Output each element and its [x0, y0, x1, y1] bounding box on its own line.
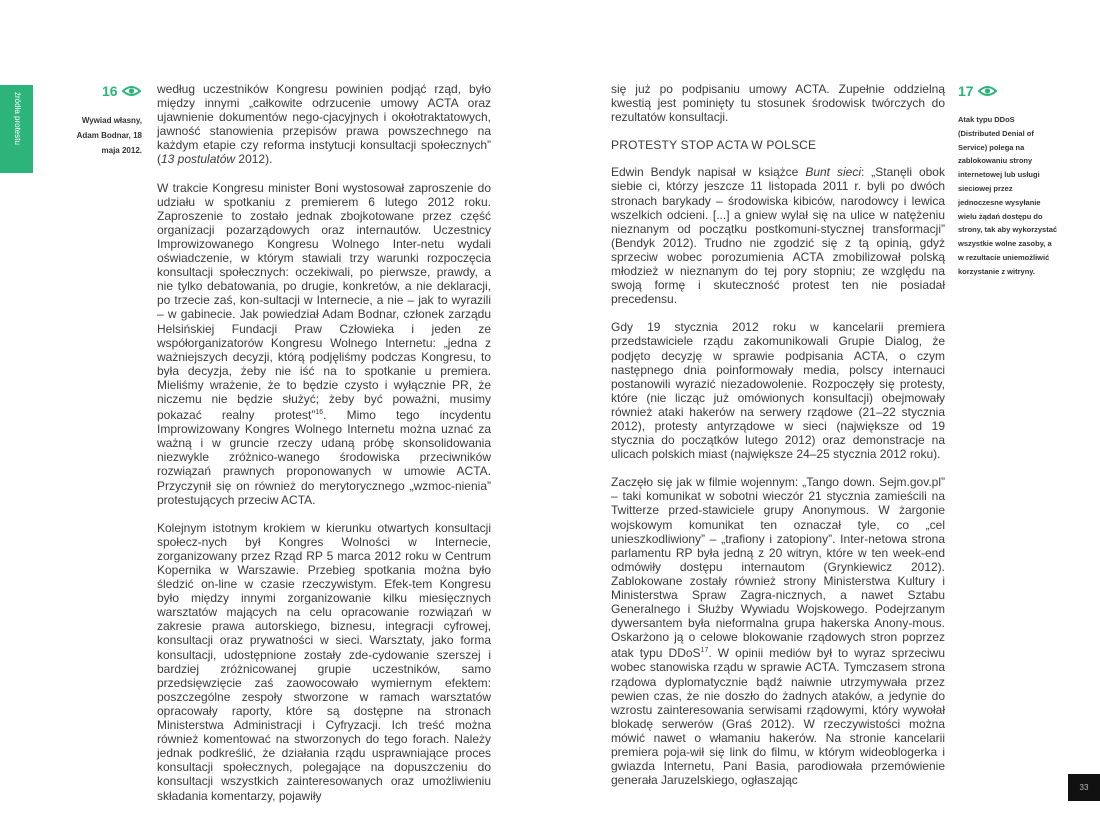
- footnote-17-text: Atak typu DDoS (Distributed Denial of Service) polega na zablokowaniu strony internetowej lub usługi sieciowej przez jednoczesne wysyłanie wielu żądań dostępu do strony, tak aby wykorzystać wszystkie wolne zasoby, a w rezultacie uniemożliwić korzystanie z witryny.: [958, 115, 1058, 276]
- paragraph: Kolejnym istotnym krokiem w kierunku otwartych konsultacji społecz-nych był Kongres Wolności w Internecie, zorganizowany przez Rząd RP 5 marca 2012 roku w Centrum Kopernika w Warszawie. Przebieg spotkania można było śledzić on-line w czasie rzeczywistym. Efek-tem Kongresu było między innymi zorganizowanie kilku miesięcznych warsztatów mających na celu opracowanie rozwiązań w zakresie prawa autorskiego, biznesu, integracji cyfrowej, konsultacji oraz prywatności w sieci. Warsztaty, jako forma konsultacji, udostępnione zostały zde-cydowanie szerszej i bardziej zróżnicowanej grupie uczestników, samo przedsięwzięcie zaś zaowocowało wymiernym efektem: poszczególne zespoły stworzone w ramach warsztatów opracowały raporty, które są dostępne na stronach Ministerstwa Administracji i Cyfryzacji. Ich treść można również komentować na stworzonych do tego forach. Należy jednak podkreślić, że działania rządu usprawniające proces konsultacji społecznych, polegające na dopuszczeniu do konsultacji wszystkich zainteresowanych oraz umożliwieniu składania komentarzy, pojawiły: [157, 520, 491, 803]
- text-run: Edwin Bendyk napisał w książce: [611, 165, 806, 180]
- paragraph: [611, 165, 945, 306]
- page-number: 33: [1068, 774, 1100, 801]
- text-run: według uczestników Kongresu powinien podjąć rząd, było między innymi „całkowite odrzucenie umowy ACTA oraz ujawnienie dokumentów nego-cjacyjnych i okołotraktatowych, jawność stanowienia przepisów prawa powszechnego na każdym etapie czy reforma instytucji konsultacji społecznych” (: [157, 82, 491, 167]
- paragraph: [611, 475, 945, 787]
- paragraph: się już po podpisaniu umowy ACTA. Zupełnie oddzielną kwestią jest pominięty tu stosunek środowisk twórczych do rezultatów konsultacji.: [611, 82, 945, 125]
- text-column-right: [611, 82, 945, 801]
- text-run: : „Stanęli obok siebie ci, którzy jeszcze 11 listopada 2011 r. byli po dwóch stronach barykady – środowiska kibiców, narodowcy i lewica wszelkich odcieni. [...] a gniew wylał się na ulice w natężeniu nieznanym od początku postkomuni-stycznej transformacji” (Bendyk 2012). Trudno nie zgodzić się z tą opinią, gdyż sprzeciw wobec porozumienia ACTA zmobilizował polską młodzież w nieznanym do tej pory stopniu; ze względu na swoją formę i skuteczność protest ten nie posiadał precedensu.: [611, 165, 945, 307]
- text-run: . W opinii mediów był to wyraz sprzeciwu wobec stanowiska rządu w sprawie ACTA. Tymczasem strona rządowa dyplomatycznie bądź naiwnie utrzymywała przez pewien czas, że nie doszło do żadnych ataków, a jedynie do wzrostu zainteresowania serwisami rządowymi, który wywołał blokadę serwerów (Graś 2012). W rzeczywistości można mówić nawet o włamaniu hakerów. Na stronie kancelarii premiera poja-wił się link do filmu, w którym wideoblogerka i gwiazda Internetu, Pani Basia, parodiowała przemówienie generała Jaruzelskiego, ogłaszając: [611, 646, 945, 788]
- paragraph: [157, 181, 491, 507]
- citation-title: 13 postulatów: [161, 152, 236, 167]
- text-run: Zaczęło się jak w filmie wojennym: „Tango down. Sejm.gov.pl” – taki komunikat w sobotni wieczór 21 stycznia zamieścili na Twitterze przed-stawiciele grupy Anonymous. W żargonie wojskowym komunikat ten oznaczał tyle, co „cel unieszkodliwiony” – „trafiony i zatopiony”. Inter-netowa strona parlamentu RP była jedną z 20 witryn, które w ten week-end odmówiły dostępu internautom (Grynkiewicz 2012). Zablokowane zostały również strony Ministerstwa Kultury i Ministerstwa Spraw Zagra-nicznych, a nawet Sztabu Generalnego i Służby Wywiadu Wojskowego. Podejrzanym dywersantem była nieformalna grupa hakerska Anony-mous. Oskarżono ją o celowe blokowanie rządowych stron poprzez atak typu DDoS: [611, 475, 945, 661]
- text-run: 2012).: [235, 152, 273, 167]
- footnote-ref: 17: [700, 647, 709, 655]
- footnote-ref: 16: [315, 409, 324, 417]
- side-tab-label: źródła protestu: [13, 92, 22, 145]
- eye-icon: [122, 85, 141, 97]
- footnote-marker-16: [102, 83, 141, 99]
- footnote-16-text: Wywiad własny, Adam Bodnar, 18 maja 2012.: [76, 116, 142, 155]
- book-title: Bunt sieci: [805, 165, 861, 180]
- footnote-marker-17: [958, 83, 997, 99]
- eye-icon: [978, 85, 997, 97]
- section-heading: PROTESTY STOP ACTA W POLSCE: [611, 138, 817, 153]
- paragraph: [157, 82, 491, 167]
- paragraph: Gdy 19 stycznia 2012 roku w kancelarii premiera przedstawiciele rządu zakomunikowali Grupie Dialog, że podjęto decyzję w sprawie podpisania ACTA, o czym następnego dnia poinformowały media, polscy internauci postanowili wyrazić niezadowolenie. Rozpoczęły się protesty, które (nie licząc już omówionych konsultacji) obejmowały również ataki hakerów na serwery rządowe (21–22 stycznia 2012), protesty antyrządowe w sieci (największe od 19 stycznia do początków lutego 2012) oraz demonstracje na ulicach polskich miast (największe 24–25 stycznia 2012 roku).: [611, 320, 945, 462]
- text-column-left: [157, 82, 491, 817]
- text-run: W trakcie Kongresu minister Boni wystosował zaproszenie do udziału w spotkaniu z premierem 6 lutego 2012 roku. Zaproszenie to zostało jednak zbojkotowane przez część organizacji pozarządowych oraz internautów. Uczestnicy Improwizowanego Kongresu Wolnego Inter-netu wydali oświadczenie, w którym stawiali trzy warunki rozpoczęcia konsultacji społecznych: oczekiwali, po pierwsze, prawdy, a nie tylko debatowania, po drugie, konkretów, a nie deklaracji, po trzecie zaś, kon-sultacji w Internecie, a nie – jak to wyrazili – w gabinecie. Jak powiedział Adam Bodnar, członek zarządu Helsińskiej Fundacji Praw Człowieka i jeden ze współorganizatorów Kongresu Wolnego Internetu: „jedna z ważniejszych decyzji, którą podjęliśmy podczas Kongresu, to była decyzja, żeby nie iść na to spotkanie u premiera. Mieliśmy wrażenie, że to będzie czysto i wyłącznie PR, że niczemu nie będzie służyć; żeby być poważni, musimy pokazać realny protest”: [157, 180, 491, 423]
- footnote-number: 17: [958, 83, 974, 99]
- footnote-number: 16: [102, 83, 118, 99]
- text-run: . Mimo tego incydentu Improwizowany Kongres Wolnego Internetu można uznać za ważną i w gruncie rzeczy udaną próbę skonsolidowania niezwykle zróżnico-wanego środowiska przeciwników rozwiązań prawnych proponowanych w umowie ACTA. Przyczynił się on również do merytorycznego „wzmoc-nienia” protestujących przeciw ACTA.: [157, 408, 491, 507]
